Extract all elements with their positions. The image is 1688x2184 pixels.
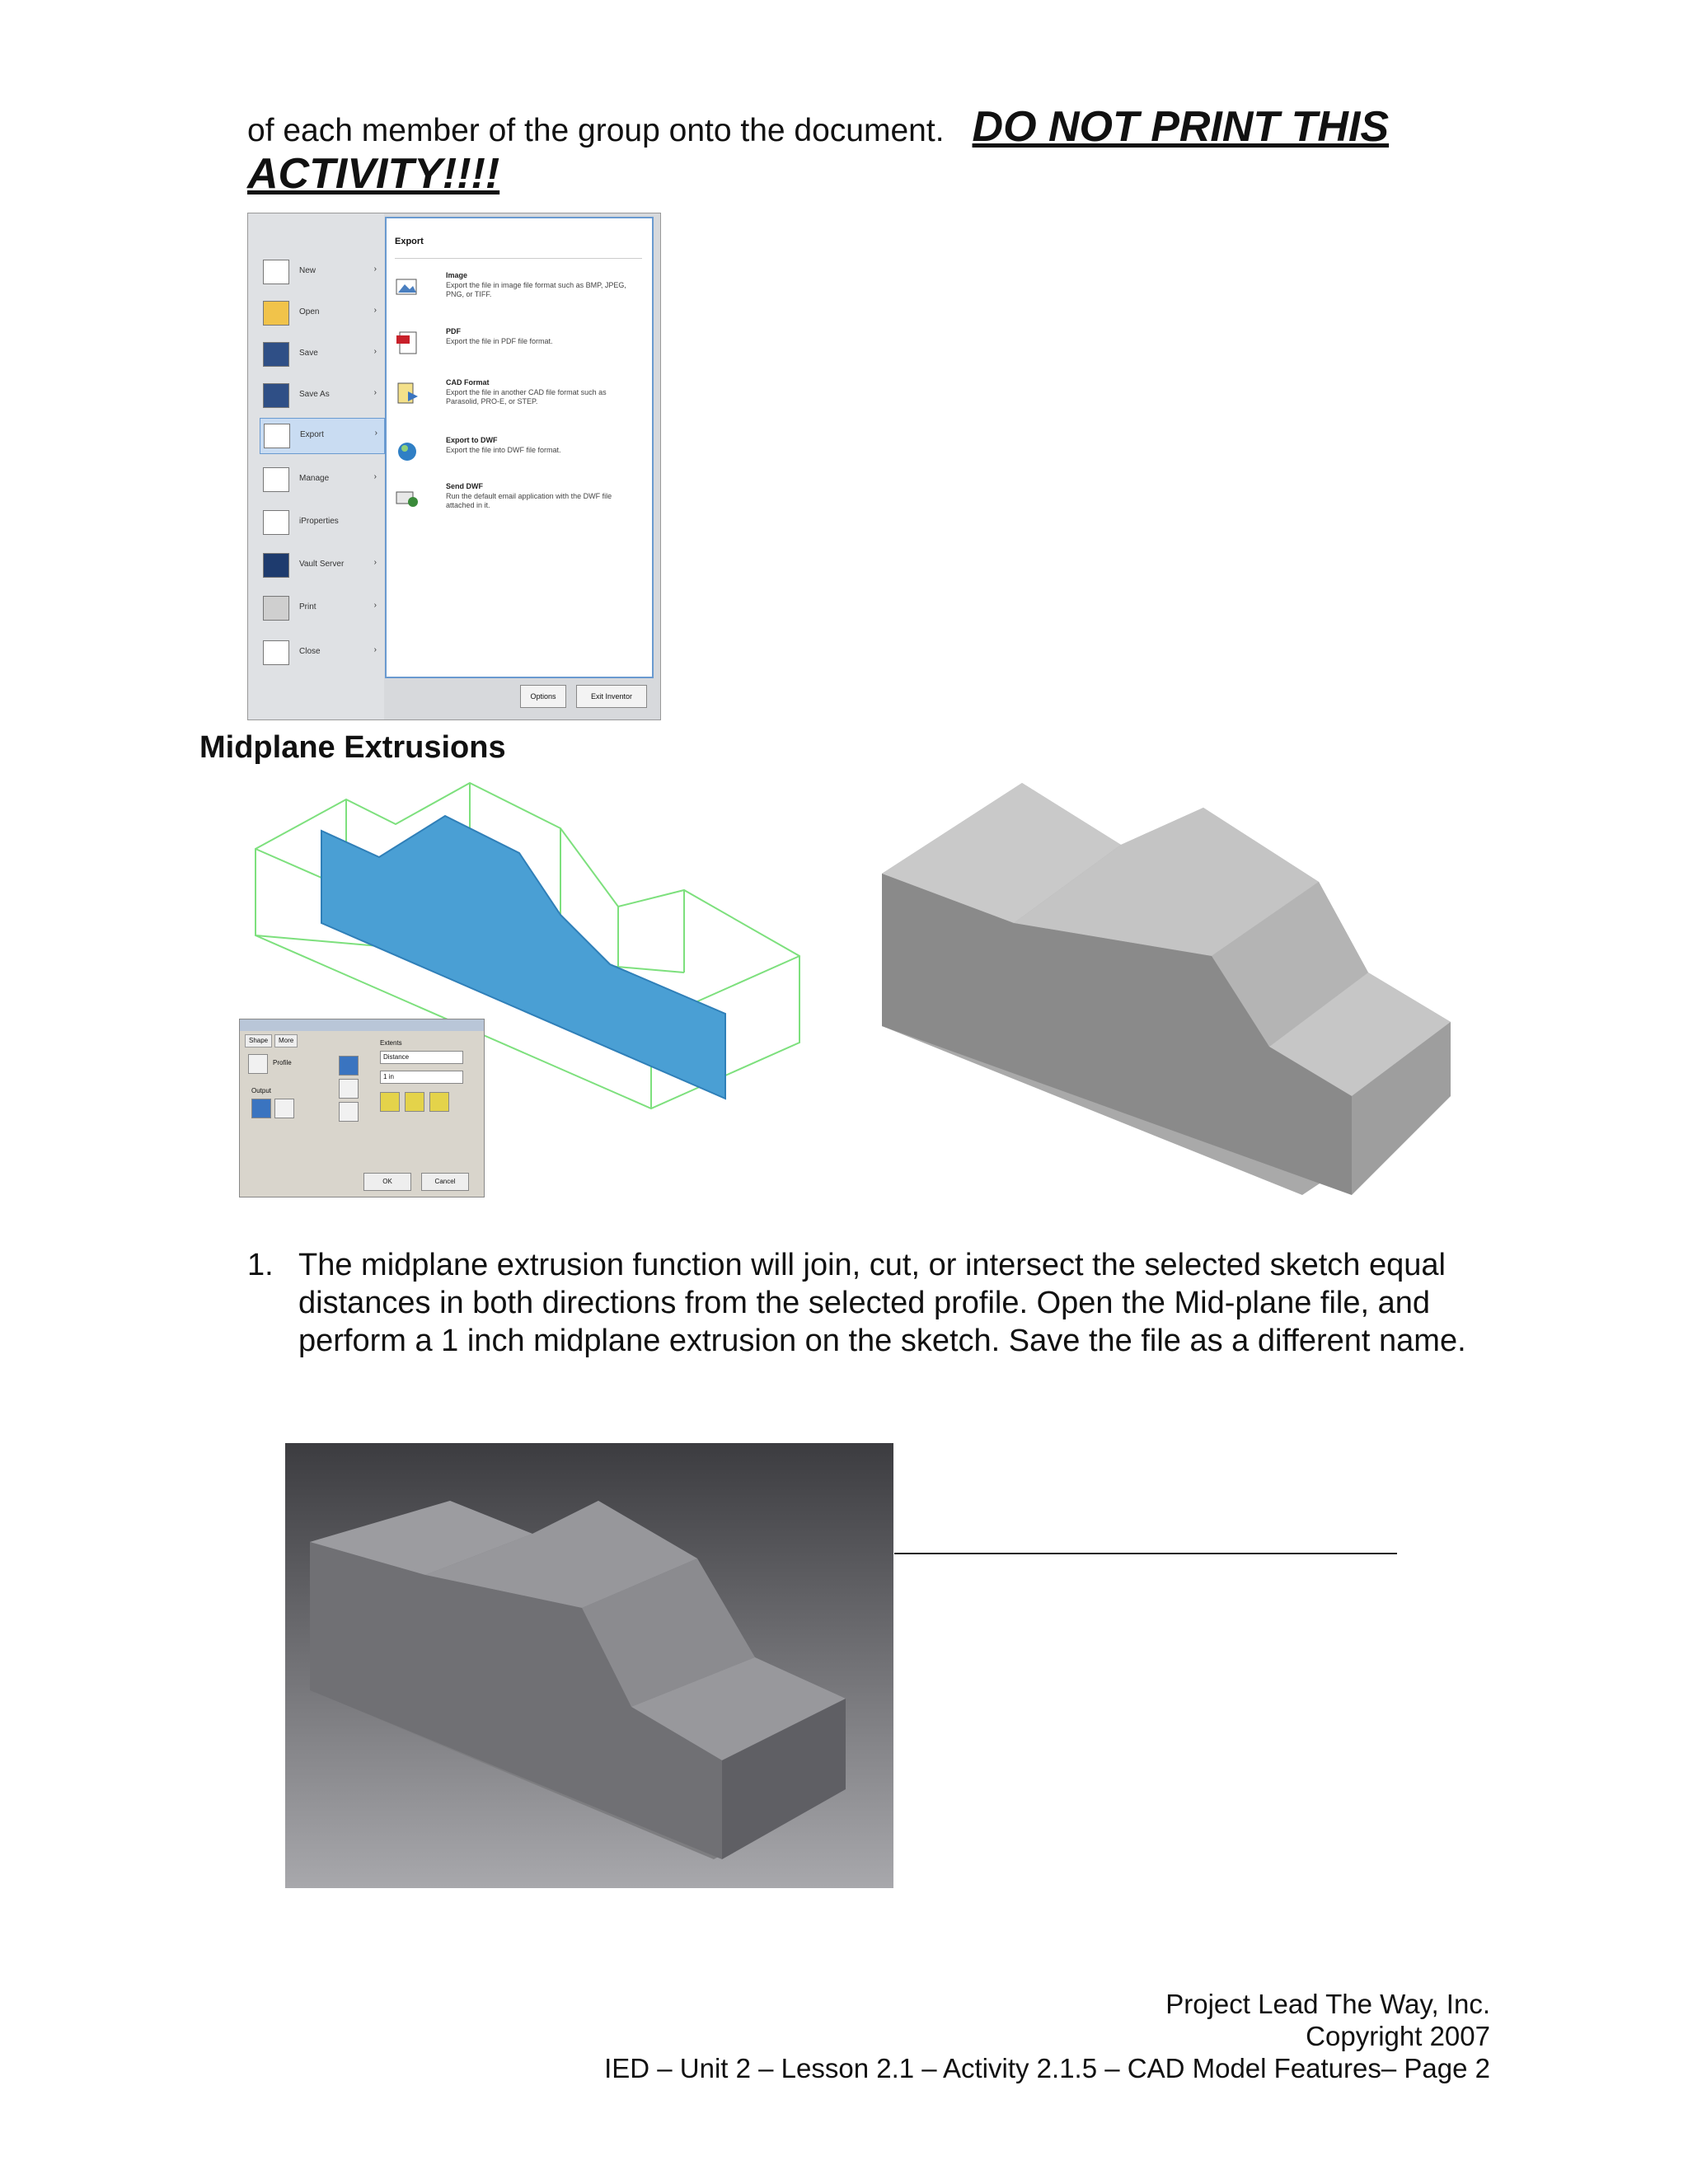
chevron-right-icon: ›	[373, 558, 377, 567]
floppy-icon	[263, 383, 289, 408]
divider	[395, 258, 642, 259]
section-title: Midplane Extrusions	[199, 730, 506, 765]
entry-title: CAD Format	[446, 378, 490, 387]
midplane-direction-icon	[429, 1092, 449, 1112]
close-file-icon	[263, 640, 289, 665]
menu-item-label: New	[299, 266, 316, 275]
chevron-right-icon: ›	[373, 265, 377, 274]
menu-item-iproperties	[260, 505, 383, 540]
export-entry-send-dwf	[395, 482, 642, 528]
distance-input: 1 in	[380, 1071, 463, 1084]
menu-item-vault-server	[260, 548, 383, 583]
chevron-right-icon: ›	[374, 429, 377, 438]
menu-item-label: iProperties	[299, 517, 339, 526]
menu-item-print	[260, 591, 383, 626]
printer-icon	[263, 596, 289, 621]
exit-inventor-button: Exit Inventor	[576, 685, 647, 708]
menu-left-column	[248, 213, 384, 719]
entry-description: Run the default email application with the DWF file attached in it.	[446, 492, 612, 509]
extents-label: Extents	[380, 1039, 402, 1047]
export-entry-cad-format	[395, 378, 642, 424]
cancel-button: Cancel	[421, 1173, 469, 1191]
menu-item-label: Export	[300, 430, 324, 439]
chevron-right-icon: ›	[373, 472, 377, 481]
export-entry-pdf	[395, 327, 642, 373]
properties-icon	[263, 510, 289, 535]
entry-title: Send DWF	[446, 482, 483, 490]
entry-title: Image	[446, 271, 468, 279]
image-icon	[395, 274, 420, 299]
step-1	[247, 1246, 1484, 1360]
menu-item-open	[260, 296, 383, 330]
rendered-model-screenshot	[285, 1443, 893, 1888]
menu-item-label: Manage	[299, 474, 330, 483]
menu-item-new	[260, 255, 383, 289]
entry-description: Export the file in another CAD file format such as Parasolid, PRO-E, or STEP.	[446, 388, 607, 405]
extrude-dialog	[239, 1019, 485, 1197]
options-button: Options	[520, 685, 566, 708]
dialog-titlebar	[240, 1019, 484, 1031]
chevron-right-icon: ›	[373, 347, 377, 356]
extruded-solid-illustration	[857, 775, 1484, 1220]
intersect-icon	[339, 1102, 359, 1122]
join-icon	[339, 1056, 359, 1076]
floppy-icon	[263, 342, 289, 367]
tab-more: More	[274, 1034, 298, 1047]
manage-icon	[263, 467, 289, 492]
ok-button: OK	[363, 1173, 411, 1191]
direction-2-icon	[405, 1092, 424, 1112]
chevron-right-icon: ›	[373, 601, 377, 610]
send-mail-icon	[395, 485, 420, 510]
export-panel-title: Export	[395, 237, 424, 246]
menu-item-label: Close	[299, 647, 321, 656]
step-number: 1.	[247, 1248, 274, 1282]
chevron-right-icon: ›	[373, 645, 377, 654]
direction-1-icon	[380, 1092, 400, 1112]
export-icon	[264, 424, 290, 448]
menu-item-export	[260, 418, 385, 454]
pdf-icon	[395, 330, 420, 355]
warning-line-1: DO NOT PRINT THIS	[972, 103, 1390, 151]
cad-format-icon	[395, 382, 420, 406]
warning-line-2: ACTIVITY!!!!	[247, 150, 500, 198]
menu-item-save	[260, 337, 383, 372]
globe-icon	[395, 439, 420, 464]
entry-description: Export the file into DWF file format.	[446, 446, 561, 454]
folder-icon	[263, 301, 289, 326]
profile-select-icon	[248, 1054, 268, 1074]
footer-organization: Project Lead The Way, Inc.	[1165, 1989, 1490, 2019]
new-file-icon	[263, 260, 289, 284]
intro-text: of each member of the group onto the document.	[247, 113, 945, 148]
menu-item-label: Open	[299, 307, 320, 316]
footer-copyright: Copyright 2007	[1306, 2021, 1490, 2051]
entry-title: PDF	[446, 327, 461, 335]
intro-paragraph	[247, 105, 1442, 199]
export-entry-dwf	[395, 436, 642, 482]
entry-title: Export to DWF	[446, 436, 498, 444]
export-panel	[385, 217, 654, 678]
solid-output-icon	[251, 1099, 271, 1118]
entry-description: Export the file in image file format such as BMP, JPEG, PNG, or TIFF.	[446, 281, 626, 298]
menu-item-manage	[260, 462, 383, 497]
entry-description: Export the file in PDF file format.	[446, 337, 553, 345]
answer-line	[894, 1553, 1397, 1554]
menu-item-close	[260, 635, 383, 670]
output-label: Output	[251, 1087, 272, 1094]
menu-item-label: Save	[299, 349, 318, 358]
chevron-right-icon: ›	[373, 306, 377, 315]
vault-icon	[263, 553, 289, 578]
export-entry-image	[395, 271, 642, 317]
page-footer	[604, 1988, 1490, 2084]
menu-item-label: Vault Server	[299, 560, 345, 569]
extents-dropdown: Distance	[380, 1051, 463, 1064]
footer-course-page: IED – Unit 2 – Lesson 2.1 – Activity 2.1.5 – CAD Model Features– Page 2	[604, 2053, 1490, 2083]
menu-item-label: Save As	[299, 390, 330, 399]
chevron-right-icon: ›	[373, 388, 377, 397]
surface-output-icon	[274, 1099, 294, 1118]
tab-shape: Shape	[245, 1034, 272, 1047]
cut-icon	[339, 1079, 359, 1099]
menu-item-label: Print	[299, 602, 316, 612]
step-text: The midplane extrusion function will join, cut, or intersect the selected sketch equal distances in both directions from the selected profile. Open the Mid-plane file, and perform a 1 inch midplane extrusion on the sketch. Save the file as a different name.	[298, 1248, 1466, 1358]
profile-label: Profile	[273, 1059, 292, 1066]
menu-item-save-as	[260, 378, 383, 413]
export-menu-screenshot	[247, 213, 661, 720]
